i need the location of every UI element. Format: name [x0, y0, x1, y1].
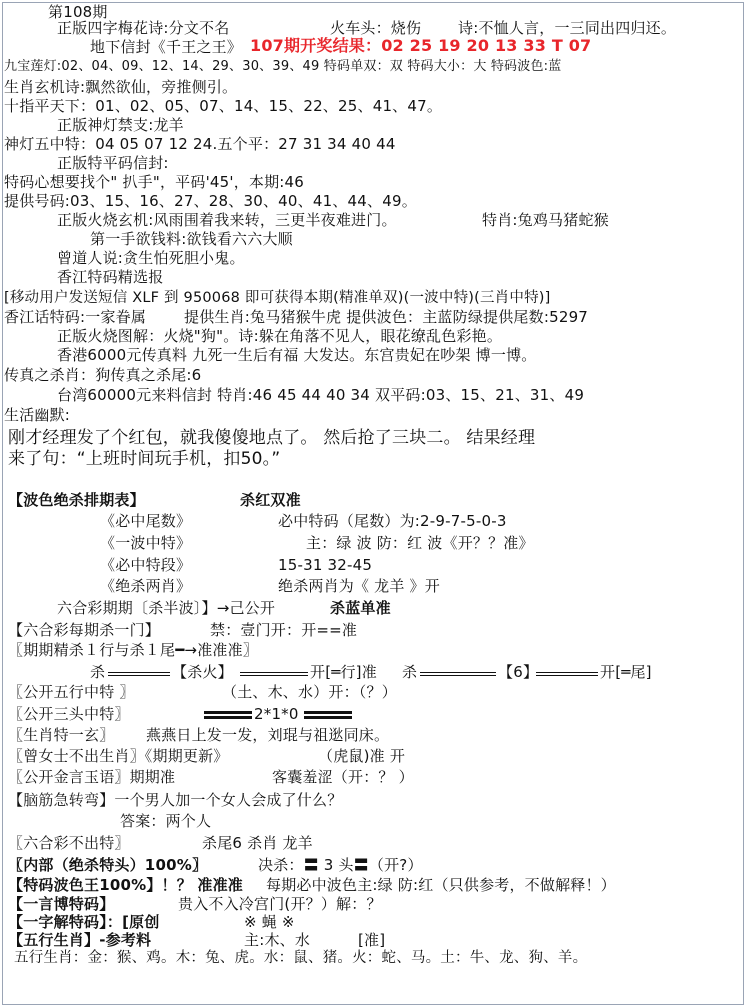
provided-numbers: 提供号码:03、15、16、27、28、30、40、41、44、49。 [4, 192, 417, 210]
wave-value: 主：绿 波 防：红 波《开？？准》 [306, 534, 534, 552]
three-head-value: 2*1*0 [254, 705, 299, 723]
draw-result: 107期开奖结果：02 25 19 20 13 33 T 07 [250, 36, 592, 55]
special-code-thought: 特码心想要找个" 扒手"，平码'45'，本期:46 [4, 173, 305, 191]
hk-talk: 香江话特码:一家眷属 [4, 308, 147, 326]
zeng-says: 曾道人说:贪生怕死胆小鬼。 [57, 249, 245, 267]
sep-kill-2: 杀 [402, 663, 418, 681]
fire-mystery: 正版火烧玄机:风雨围着我来转，三更半夜难进门。 [57, 211, 397, 229]
hk-fax: 香港6000元传真料 九死一生后有福 大发达。东宫贵妃在吵架 博一博。 [57, 346, 537, 364]
segment-label: 《必中特段》 [100, 556, 192, 574]
kill-element-title: 〖期期精杀１行与杀１尾━→准准准〗 [8, 641, 259, 659]
sep-kill-fire: 【杀火】 [172, 663, 233, 681]
inner-kill-value: 决杀：〓 3 头〓（开?） [258, 856, 423, 874]
wave-label: 《一波中特》 [100, 534, 192, 552]
tail-value: 必中特码（尾数）为:2-9-7-5-0-3 [278, 512, 507, 530]
kill-red: 杀红双准 [240, 491, 301, 509]
special-zodiac: 特肖:兔鸡马猪蛇猴 [482, 211, 609, 229]
five-zodiac-main: 主:木、水 [244, 931, 311, 949]
kill-two-value: 绝杀两肖为《 龙羊 》开 [278, 577, 440, 595]
tail-label: 《必中尾数》 [100, 512, 192, 530]
humor-title: 生活幽默: [4, 406, 71, 424]
one-char-label: 【一字解特码】：[原创 [8, 913, 160, 931]
golden-words-value: 客囊羞涩（开：？ ） [272, 768, 414, 786]
wave-table-title: 【波色绝杀排期表】 [8, 491, 145, 509]
three-head-label: 〖公开三头中特〗 [8, 705, 130, 723]
provided-zodiac: 提供生肖:兔马猪猴牛虎 提供波色：主蓝防绿提供尾数:5297 [184, 308, 589, 326]
fire-diagram: 正版火烧图解：火烧"狗"。诗:躲在角落不见人，眼花缭乱色彩艳。 [57, 327, 503, 345]
kill-separator-row [90, 664, 662, 684]
first-hand: 第一手欲钱料:欲钱看六六大顺 [90, 230, 293, 248]
lamp-ban: 正版神灯禁支:龙羊 [57, 116, 184, 134]
hk-report: 香江特码精选报 [57, 268, 164, 286]
sep-six: 【6】 [498, 663, 539, 681]
taiwan-envelope: 台湾60000元来料信封 特肖:46 45 44 40 34 双平码:03、15、21、31、49 [57, 386, 585, 404]
kill-blue: 杀蓝单准 [330, 599, 391, 617]
ten-fingers: 十指平天下：01、02、05、07、14、15、22、25、41、47。 [4, 97, 443, 115]
double-line [420, 672, 496, 676]
fax-kill: 传真之杀肖：狗传真之杀尾:6 [4, 366, 202, 384]
sep-open-element: 开[═行]准 [310, 663, 377, 681]
riddle-question: 【脑筋急转弯】一个男人加一个女人会成了什么？ [8, 791, 343, 809]
heavy-bar [204, 711, 252, 719]
sep-open-tail: 开[═尾] [600, 663, 652, 681]
sms-notice: [移动用户发送短信 XLF 到 950068 即可获得本期(精准单双)(一波中特)(三肖中特)] [4, 290, 551, 306]
one-word-label: 【一言博特码】 [8, 895, 115, 913]
five-element-label: 〖公开五行中特 〗 [8, 683, 135, 701]
golden-words-label: 〖公开金言玉语〗期期准 [8, 768, 176, 786]
double-line [536, 672, 598, 676]
riddle-answer: 答案：两个人 [120, 812, 212, 830]
five-element-value: （土、木、水）开：（？） [222, 683, 397, 701]
joke-line-1: 刚才经理发了个红包，就我傻傻地点了。 然后抢了三块二。 结果经理 [8, 428, 536, 448]
sep-kill-1: 杀 [90, 663, 106, 681]
poem-line: 诗:不恤人言，一三同出四归还。 [458, 19, 677, 37]
half-wave: 六合彩期期〔杀半波〕】→己公开 [57, 599, 276, 617]
kill-door-value: 禁：壹门开：开==准 [210, 621, 358, 639]
no-special-label: 〖六合彩不出特〗 [8, 834, 130, 852]
one-char-value: ※ 蝇 ※ [244, 913, 295, 931]
double-line [240, 672, 308, 676]
ms-zeng-label: 〖曾女士不出生肖〗《期期更新》 [8, 747, 229, 765]
zodiac-mystery-value: 燕燕日上发一发，刘琨与祖逖同床。 [146, 726, 390, 744]
five-zodiac-label: 【五行生肖】-参考料 [8, 931, 152, 949]
lamp-five: 神灯五中特：04 05 07 12 24.五个平：27 31 34 40 44 [4, 135, 396, 153]
no-special-value: 杀尾6 杀肖 龙羊 [202, 834, 313, 852]
train-head: 火车头：烧伤 [330, 19, 422, 37]
joke-line-2: 来了句：“上班时间玩手机，扣50。” [8, 449, 281, 469]
ms-zeng-value: （虎鼠)准 开 [318, 747, 406, 765]
five-zodiac-accurate: [准] [358, 931, 386, 949]
wave-king-label: 【特码波色王100%】！？ 准准准 [8, 876, 243, 894]
segment-value: 15-31 32-45 [278, 556, 373, 574]
heavy-bar [304, 711, 352, 719]
underground-envelope: 地下信封《千王之王》 [90, 38, 243, 56]
zodiac-poem: 生肖玄机诗:飘然欲仙，旁推侧引。 [4, 78, 238, 96]
kill-door-label: 【六合彩每期杀一门】 [8, 621, 161, 639]
kill-two-label: 《绝杀两肖》 [100, 577, 192, 595]
inner-kill-label: 〖内部（绝杀特头）100%〗 [8, 856, 208, 874]
plum-poem: 正版四字梅花诗:分文不名 [57, 19, 230, 37]
one-word-value: 贵入不入冷宫门(开？）解：？ [178, 895, 382, 913]
lotus-lamp: 九宝莲灯:02、04、09、12、14、29、30、39、49 特码单双：双 特码大小：大 特码波色:蓝 [4, 59, 562, 74]
wave-king-value: 每期必中波色主:绿 防:红（只供参考，不做解释！） [266, 876, 616, 894]
double-line [108, 672, 170, 676]
zodiac-mystery-label: 〖生肖特一玄〗 [8, 726, 115, 744]
envelope-title: 正版特平码信封: [57, 154, 169, 172]
five-zodiac-table: 五行生肖：金：猴、鸡。木：兔、虎。水：鼠、猪。火：蛇、马。土：牛、龙、狗、羊。 [14, 950, 588, 966]
issue-number: 第108期 [48, 3, 108, 21]
